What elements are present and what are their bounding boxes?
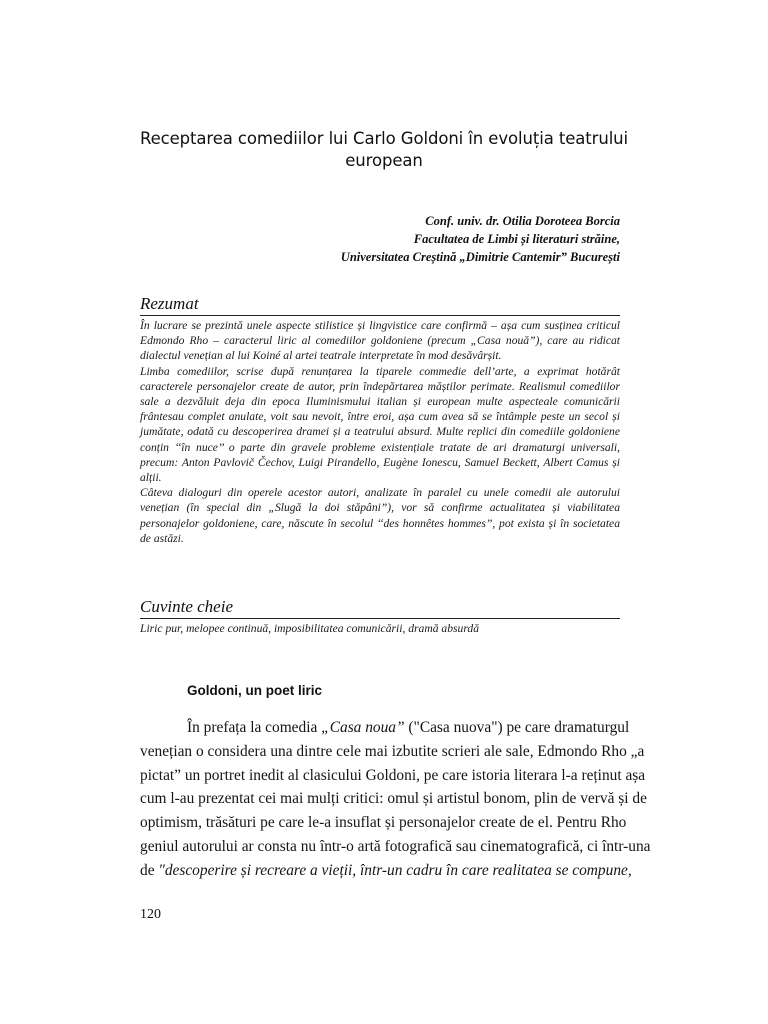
italic-title: „Casa noua” [321, 719, 405, 736]
title-line-2: european [345, 151, 423, 170]
author-name: Conf. univ. dr. Otilia Doroteea Borcia [425, 214, 620, 228]
abstract-paragraph: Limba comediilor, scrise după renunțarea la tiparele commedie dell’arte, a exprimat hotărât caracterele personajelor create de autor, prin îndepărtarea măștilor perimate. Realismul comediilor sale a dezvăluit deja din epoca Iluminismului italian și european multe aspecteale comunicării frântesau complet anulate, voit sau nevoit, între eroi, așa cum avea să se întâmple peste un secol și jumătate, odată cu descoperirea dramei și a teatrului absurd. Multe replici din comediile goldoniene conțin ‘‘în nuce’’ o parte din gravele probleme existențiale tratate de ari dramaturgi universali, precum: Anton Pavlovič Čechov, Luigi Pirandello, Eugène Ionescu, Samuel Beckett, Albert Camus și alții. [140, 364, 620, 485]
body-line: venețian o considera una dintre cele mai izbutite scrieri ale sale, Edmondo Rho „a [140, 742, 645, 760]
body-text [140, 716, 651, 883]
body-line: pictat” un portret inedit al clasicului Goldoni, pe care istoria literara l-a reținut așa [140, 766, 646, 784]
author-faculty: Facultatea de Limbi și literaturi străine, [413, 232, 620, 246]
title-line-1: Receptarea comediilor lui Carlo Goldoni în evoluția teatrului [139, 129, 629, 148]
page-number: 120 [140, 907, 161, 922]
body-line: În prefața la comedia „Casa noua” ("Casa nuova") pe care dramaturgul [187, 719, 630, 736]
author-block [160, 212, 620, 266]
body-line: geniul autorului ar consta nu într-o artă fotografică sau cinematografică, ci într-una [140, 837, 651, 855]
section-heading: Goldoni, un poet liric [187, 683, 322, 698]
body-line: de "descoperire și recreare a vieții, într-un cadru în care realitatea se compune, [140, 861, 632, 879]
abstract-paragraph: Câteva dialoguri din operele acestor autori, analizate în paralel cu unele comedii ale autorului venețian (în special din „Slugă la doi stăpâni”), vor să confirme actualitatea și viabilitatea personajelor goldoniene, care, născute în secolul ‘‘des honnêtes hommes’’, pot exista și în societatea de astăzi. [140, 486, 620, 545]
author-university: Universitatea Creștină „Dimitrie Cantemir” București [340, 250, 620, 264]
abstract-heading: Rezumat [140, 294, 620, 316]
abstract-text [140, 318, 620, 546]
body-line: cum l-au prezentat cei mai mulți critici: omul și artistul bonom, plin de vervă și de [140, 790, 647, 808]
body-line: optimism, trăsături pe care le-a insuflat și personajelor create de el. Pentru Rho [140, 814, 627, 832]
italic-quote: "descoperire și recreare a vieții, într-un cadru în care realitatea se compune, [158, 861, 632, 879]
keywords-text: Liric pur, melopee continuă, imposibilitatea comunicării, dramă absurdă [140, 622, 479, 635]
keywords-heading: Cuvinte cheie [140, 597, 620, 619]
abstract-paragraph: În lucrare se prezintă unele aspecte stilistice și lingvistice care confirmă – așa cum susținea criticul Edmondo Rho – caracterul liric al comediilor goldoniene (precum „Casa nouă”), care au ridicat dialectul venețian al lui Koiné al artei teatrale interpretate în mod desăvârșit. [140, 319, 620, 363]
article-title [130, 128, 638, 172]
